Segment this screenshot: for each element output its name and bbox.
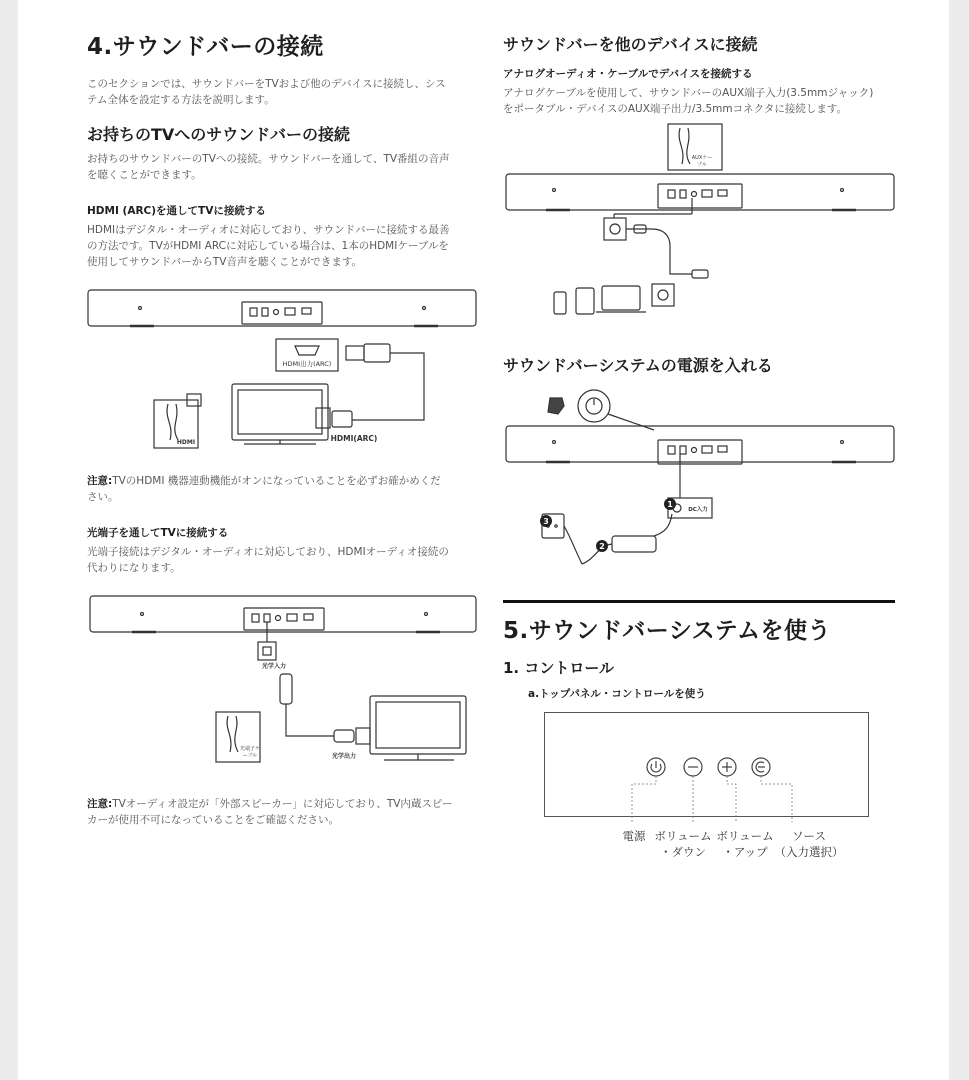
- step-3-number: 3: [543, 517, 549, 526]
- top-panel-heading: a.トップパネル・コントロールを使う: [528, 688, 706, 700]
- aux-cable-label-1: AUXケー: [691, 155, 713, 161]
- optical-cable-label-1: 光端子ケ: [239, 746, 261, 752]
- note-hdmi-cec: [87, 473, 441, 505]
- hdmi-body-line-1: HDMIはデジタル・オーディオに対応しており、サウンドバーに接続する最善: [87, 224, 450, 236]
- tv-illustration: [370, 696, 466, 754]
- intro-paragraph: [87, 76, 446, 108]
- top-panel-diagram: [544, 712, 874, 822]
- volume-down-icon: [684, 758, 702, 776]
- aux-cable-label-2: ブル: [697, 162, 707, 168]
- note-label: 注意:: [87, 798, 113, 810]
- hdmi-body-line-3: 使用してサウンドバーからTV音声を聴くことができます。: [87, 256, 363, 268]
- optical-body-line-1: 光端子接続はデジタル・オーディオに対応しており、HDMIオーディオ接続の: [87, 546, 449, 558]
- note1-line-1: TVのHDMI 機器連動機能がオンになっていることを必ずお確かめくだ: [112, 475, 441, 487]
- source-button-icon: [752, 758, 770, 776]
- hdmi-heading: HDMI (ARC)を通してTVに接続する: [87, 205, 266, 217]
- note2-line-2: カーが使用不可になっていることをご確認ください。: [87, 814, 339, 826]
- optical-body-line-2: 代わりになります。: [87, 562, 181, 574]
- manual-page: [18, 0, 949, 1080]
- tv-optical-label: 光学出力: [331, 753, 357, 760]
- section5-title: 5.サウンドバーシステムを使う: [503, 618, 832, 644]
- hdmi-port-label: HDMI出力(ARC): [282, 360, 332, 368]
- volume-up-icon: [718, 758, 736, 776]
- analog-paragraph: [503, 85, 873, 117]
- hdmi-body-line-2: の方法です。TVがHDMI ARCに対応している場合は、1本のHDMIケーブルを: [87, 240, 449, 252]
- note-label: 注意:: [87, 475, 113, 487]
- power-button-callout: [578, 390, 610, 422]
- note2-line-1: TVオーディオ設定が「外部スピーカー」に対応しており、TV内蔵スピー: [112, 798, 453, 810]
- hdmi-cable-label: HDMI: [176, 439, 196, 446]
- power-adapter: [612, 536, 656, 552]
- dc-input-label: DC入力: [688, 507, 708, 513]
- analog-body-line-2: をポータブル・デバイスのAUX端子出力/3.5mmコネクタに接続します。: [503, 103, 848, 115]
- hdmi-paragraph: [87, 222, 449, 270]
- control-label-power: [614, 828, 654, 844]
- aux-port-callout: [604, 218, 626, 240]
- aux-connection-diagram: [502, 122, 902, 317]
- step-1-marker: [664, 498, 676, 510]
- soundbar-illustration: [506, 174, 894, 210]
- tv-body-line-1: お持ちのサウンドバーのTVへの接続。サウンドバーを通して、TV番組の音声: [87, 153, 450, 165]
- aux-cable-box: [668, 124, 722, 170]
- optical-port-label: 光学入力: [261, 663, 287, 670]
- optical-port-callout: [258, 642, 276, 660]
- control-label-line: ボリューム: [716, 829, 774, 843]
- soundbar-illustration: [506, 426, 894, 462]
- control-label-line: ・アップ: [722, 845, 768, 859]
- step-1-number: 1: [667, 500, 673, 509]
- tv-connection-heading: お持ちのTVへのサウンドバーの接続: [87, 125, 350, 144]
- optical-paragraph: [87, 544, 449, 576]
- section-divider: [503, 600, 895, 603]
- hdmi-connection-diagram: [84, 284, 484, 454]
- control-label-line: 電源: [622, 829, 646, 843]
- top-panel-frame: [545, 713, 869, 817]
- other-devices-heading: サウンドバーを他のデバイスに接続: [503, 35, 758, 54]
- tablet-icon: [576, 288, 594, 314]
- control-label-line: （入力選択）: [774, 845, 844, 859]
- control-label-volume-down: [650, 828, 716, 860]
- finger-icon: [548, 398, 564, 414]
- phone-icon: [554, 292, 566, 314]
- hdmi-plug-icon: [364, 344, 390, 362]
- power-button-icon: [647, 758, 665, 776]
- tv-illustration: [232, 384, 328, 440]
- step-2-number: 2: [599, 542, 605, 551]
- optical-cable-label-2: ーブル: [242, 753, 258, 759]
- section-title: 4.サウンドバーの接続: [87, 34, 324, 60]
- controls-heading: 1. コントロール: [503, 659, 615, 677]
- tv-connection-paragraph: [87, 151, 450, 183]
- control-label-line: ・ダウン: [660, 845, 706, 859]
- tv-body-line-2: を聴くことができます。: [87, 169, 202, 181]
- analog-body-line-1: アナログケーブルを使用して、サウンドバーのAUX端子入力(3.5mmジャック): [503, 87, 874, 99]
- device-aux-callout: [652, 284, 674, 306]
- note-external-speaker: [87, 796, 453, 828]
- intro-line-2: テム全体を設定する方法を説明します。: [87, 94, 275, 106]
- control-label-line: ボリューム: [654, 829, 712, 843]
- step-2-marker: [596, 540, 608, 552]
- intro-line-1: このセクションでは、サウンドバーをTVおよび他のデバイスに接続し、シス: [87, 78, 446, 90]
- soundbar-illustration: [88, 290, 476, 326]
- power-on-heading: サウンドバーシステムの電源を入れる: [503, 356, 773, 375]
- tv-hdmi-label: HDMI(ARC): [330, 434, 378, 443]
- optical-heading: 光端子を通してTVに接続する: [87, 527, 229, 539]
- laptop-icon: [602, 286, 640, 310]
- optical-connection-diagram: [84, 590, 484, 775]
- control-label-line: ソース: [792, 829, 826, 843]
- analog-heading: アナログオーディオ・ケーブルでデバイスを接続する: [503, 68, 753, 80]
- step-3-marker: [540, 515, 552, 527]
- control-label-source: [768, 828, 850, 860]
- power-connection-diagram: [502, 386, 902, 576]
- note1-line-2: さい。: [87, 491, 119, 503]
- soundbar-illustration: [90, 596, 476, 632]
